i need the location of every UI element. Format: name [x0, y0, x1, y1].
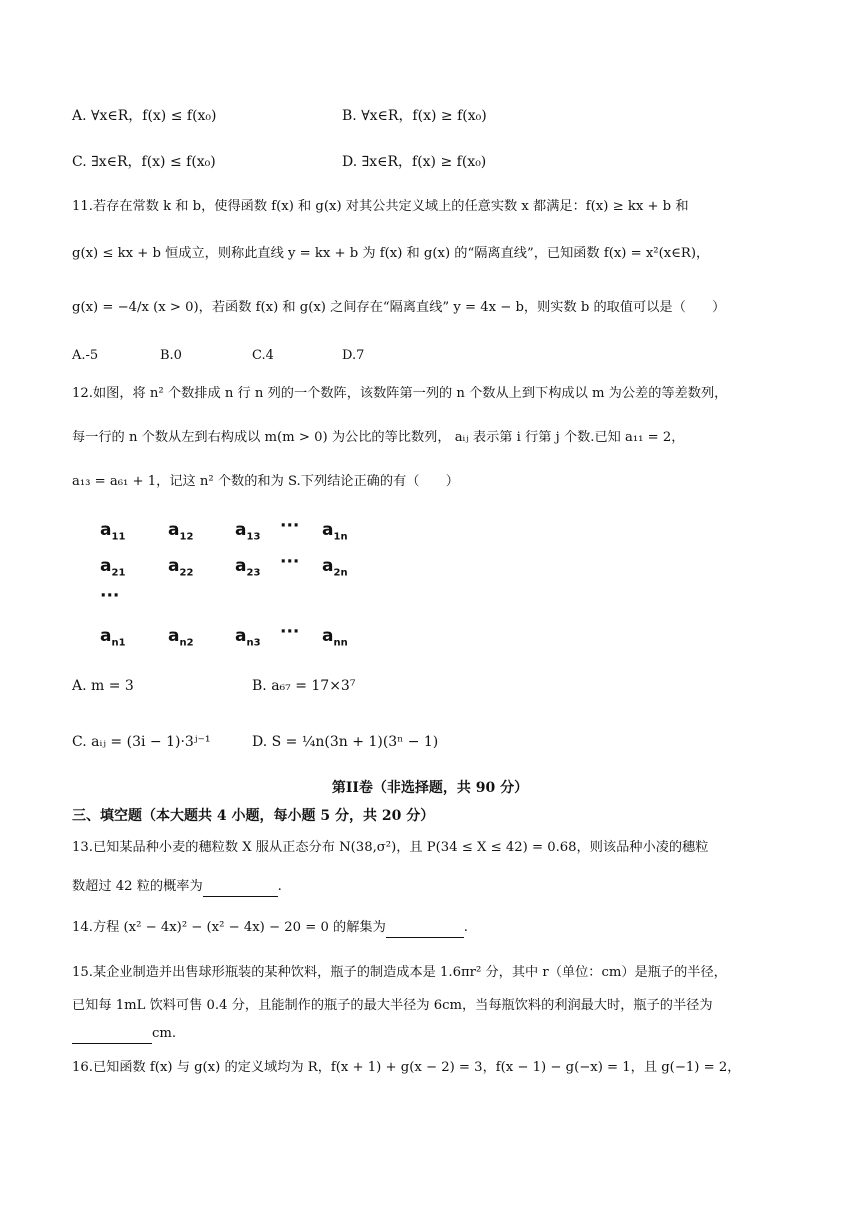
matrix-dots: ··· — [280, 516, 300, 536]
q12-number-array-figure — [100, 516, 400, 666]
matrix-a11: $a_{11}$ — [100, 520, 126, 543]
q15-answer-blank[interactable] — [72, 1029, 152, 1044]
matrix-dots: ··· — [280, 622, 300, 642]
q12-line3: a₁₃ = a₆₁ + 1，记这 n² 个数的和为 S.下列结论正确的有（ ） — [72, 474, 459, 489]
matrix-a21: $a_{21}$ — [100, 556, 126, 579]
q12-line2: 每一行的 n 个数从左到右构成以 m(m > 0) 为公比的等比数列， aᵢⱼ 表示第 i 行第 j 个数.已知 a₁₁ = 2， — [72, 430, 685, 445]
q11-option-c: C.4 — [252, 348, 274, 363]
q10-option-d: D. ∃x∈R，f(x) ≥ f(x₀) — [342, 154, 487, 170]
q11-option-b: B.0 — [160, 348, 182, 363]
q12-line1: 12.如图，将 n² 个数排成 n 行 n 列的一个数阵，该数阵第一列的 n 个数从上到下构成以 m 为公差的等差数列， — [72, 386, 728, 401]
matrix-a1n: $a_{1n}$ — [322, 520, 348, 543]
matrix-a12: $a_{12}$ — [168, 520, 194, 543]
q14-text: 14.方程 (x² − 4x)² − (x² − 4x) − 20 = 0 的解集为 — [72, 920, 386, 935]
matrix-an3: $a_{n3}$ — [235, 626, 261, 649]
matrix-a2n: $a_{2n}$ — [322, 556, 348, 579]
q14-period: . — [463, 920, 468, 935]
q14-answer-blank[interactable] — [386, 923, 464, 938]
q12-option-d: D. S = ¼n(3n + 1)(3ⁿ − 1) — [252, 734, 439, 750]
q15-line3 — [72, 1024, 176, 1044]
q13-line2 — [72, 877, 282, 897]
q11-option-d: D.7 — [342, 348, 365, 363]
q14-line — [72, 918, 468, 938]
matrix-ann: $a_{nn}$ — [322, 626, 348, 649]
q10-option-b: B. ∀x∈R，f(x) ≥ f(x₀) — [342, 108, 487, 124]
q10-option-a: A. ∀x∈R，f(x) ≤ f(x₀) — [72, 108, 217, 124]
q15-line2: 已知每 1mL 饮料可售 0.4 分，且能制作的瓶子的最大半径为 6cm，当每瓶饮料的利润最大时，瓶子的半径为 — [72, 998, 713, 1013]
matrix-a13: $a_{13}$ — [235, 520, 261, 543]
matrix-an2: $a_{n2}$ — [168, 626, 194, 649]
q15-unit: cm. — [152, 1026, 177, 1041]
q15-line1: 15.某企业制造并出售球形瓶装的某种饮料，瓶子的制造成本是 1.6πr² 分，其中 r（单位：cm）是瓶子的半径， — [72, 965, 727, 980]
matrix-a22: $a_{22}$ — [168, 556, 194, 579]
matrix-dots: ··· — [280, 552, 300, 572]
q13-text: 数超过 42 粒的概率为 — [72, 879, 203, 894]
q12-option-a: A. m = 3 — [72, 678, 134, 694]
section3-heading: 三、填空题（本大题共 4 小题，每小题 5 分，共 20 分） — [72, 808, 435, 824]
matrix-an1: $a_{n1}$ — [100, 626, 126, 649]
q13-answer-blank[interactable] — [203, 882, 278, 897]
q11-line2: g(x) ≤ kx + b 恒成立，则称此直线 y = kx + b 为 f(x) 和 g(x) 的“隔离直线”，已知函数 f(x) = x²(x∈R)， — [72, 246, 710, 261]
q11-line1: 11.若存在常数 k 和 b，使得函数 f(x) 和 g(x) 对其公共定义域上的任意实数 x 都满足：f(x) ≥ kx + b 和 — [72, 199, 689, 214]
section-title: 第II卷（非选择题，共 90 分） — [331, 780, 529, 796]
q16-line1: 16.已知函数 f(x) 与 g(x) 的定义域均为 R，f(x + 1) + g(x − 2) = 3，f(x − 1) − g(−x) = 1，且 g(−1) = 2， — [72, 1060, 741, 1075]
matrix-vertical-dots: ··· — [100, 586, 120, 606]
q10-option-c: C. ∃x∈R，f(x) ≤ f(x₀) — [72, 154, 216, 170]
q13-line1: 13.已知某品种小麦的穗粒数 X 服从正态分布 N(38,σ²)，且 P(34 ≤ X ≤ 42) = 0.68，则该品种小凌的穗粒 — [72, 840, 709, 855]
q13-period: . — [277, 879, 282, 894]
q12-option-c: C. aᵢⱼ = (3i − 1)·3ʲ⁻¹ — [72, 734, 211, 750]
q11-option-a: A.-5 — [72, 348, 99, 363]
q11-line3: g(x) = −4/x (x > 0)，若函数 f(x) 和 g(x) 之间存在“隔离直线” y = 4x − b，则实数 b 的取值可以是（ ） — [72, 300, 726, 315]
q12-option-b: B. a₆₇ = 17×3⁷ — [252, 678, 356, 694]
matrix-a23: $a_{23}$ — [235, 556, 261, 579]
